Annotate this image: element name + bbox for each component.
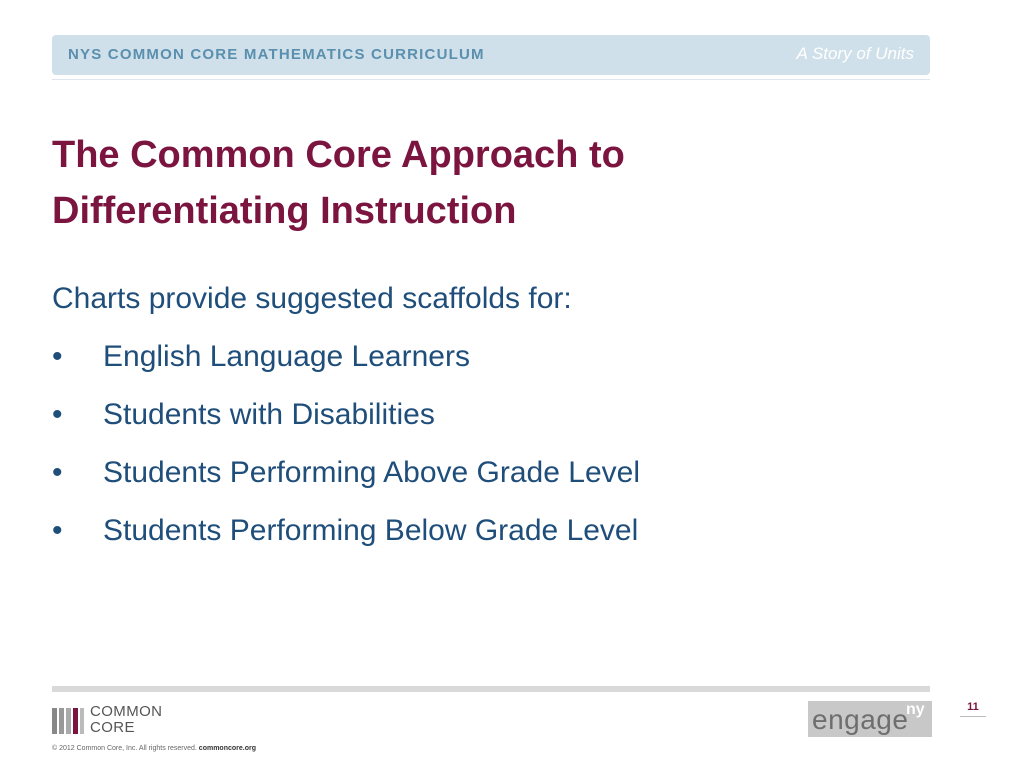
header-divider <box>52 79 930 80</box>
engage-superscript: ny <box>906 701 925 718</box>
common-core-logo <box>52 704 192 740</box>
copyright-text: © 2012 Common Core, Inc. All rights reserved. <box>52 745 197 752</box>
copyright-notice <box>52 745 256 752</box>
bullet-icon: • <box>52 398 63 431</box>
logo-line2: CORE <box>90 719 135 736</box>
bullet-text: English Language Learners <box>103 340 470 373</box>
bullet-icon: • <box>52 514 63 547</box>
common-core-wordmark <box>90 704 162 736</box>
bullet-text: Students Performing Above Grade Level <box>103 456 640 489</box>
curriculum-label: NYS COMMON CORE MATHEMATICS CURRICULUM <box>68 46 485 63</box>
slide-title-line2: Differentiating Instruction <box>52 190 517 232</box>
bullet-text: Students with Disabilities <box>103 398 435 431</box>
slide-title-line1: The Common Core Approach to <box>52 134 625 176</box>
slide-title <box>52 127 932 239</box>
logo-line1: COMMON <box>90 703 163 720</box>
header-bar <box>52 35 930 75</box>
bullet-icon: • <box>52 340 63 373</box>
bullet-icon: • <box>52 456 63 489</box>
intro-text: Charts provide suggested scaffolds for: <box>52 282 572 315</box>
series-label: A Story of Units <box>796 44 914 63</box>
copyright-link[interactable]: commoncore.org <box>198 745 256 752</box>
page-number-underline <box>960 716 986 717</box>
footer-divider <box>52 686 930 692</box>
engage-wordmark: engage <box>812 704 909 735</box>
common-core-bars-icon <box>52 706 84 734</box>
bullet-text: Students Performing Below Grade Level <box>103 514 639 547</box>
engageny-logo <box>808 701 932 737</box>
page-number: 11 <box>967 701 979 713</box>
